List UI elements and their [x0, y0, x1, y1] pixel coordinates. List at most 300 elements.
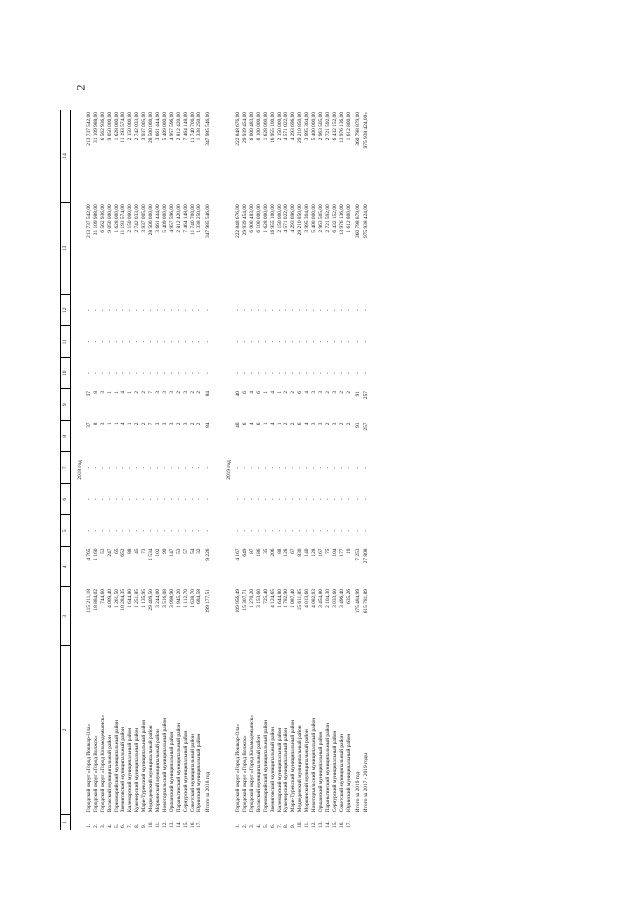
table-cell: - [297, 498, 304, 501]
table-cell [361, 814, 370, 830]
table-cell: - [127, 529, 134, 532]
table-cell: - [363, 372, 370, 375]
page-number: 2 [73, 84, 88, 91]
column-header: 7 [61, 452, 71, 484]
table-cell: 5. [262, 823, 269, 828]
table-cell: 6 562 936,00 [99, 112, 106, 141]
table-cell: - [196, 498, 203, 501]
table-cell: 16 955 100,00 [269, 204, 276, 236]
data-table [60, 110, 370, 830]
rotated-table-container [60, 110, 580, 830]
table-cell: 3 [168, 422, 175, 426]
table-cell: 8 [92, 422, 99, 426]
table-cell: 1. [235, 823, 242, 828]
table-cell: - [106, 529, 113, 532]
table-cell: 247 [106, 548, 113, 557]
table-cell: Сернурский муниципальный район [182, 730, 189, 813]
table-cell: 2 [141, 391, 148, 394]
column-header: 3 [61, 587, 71, 646]
table-cell: - [311, 309, 318, 312]
table-cell: - [141, 372, 148, 375]
table-cell: 9 050 000,00 [106, 112, 113, 141]
table-cell: 6 100 000,00 [255, 204, 262, 233]
table-cell: - [168, 372, 175, 375]
column-header: 9 [61, 389, 71, 421]
table-cell: - [85, 340, 92, 343]
table-cell: 29 939 454,00 [242, 204, 249, 236]
table-cell: - [363, 309, 370, 312]
table-cell: - [283, 309, 290, 312]
table-cell: 19 [345, 548, 352, 554]
table-cell: Куженерский муниципальный район [134, 727, 141, 813]
table-cell: - [290, 529, 297, 532]
table-cell: 7. [127, 823, 134, 828]
table-cell: 2. [92, 823, 99, 828]
table-cell: Килемарский муниципальный район [127, 727, 134, 813]
table-cell: 2 [345, 391, 352, 394]
column-header: 12 [61, 295, 71, 327]
table-cell: 2 [283, 422, 290, 426]
table-cell: - [290, 466, 297, 469]
table-cell: Волжский муниципальный район [106, 735, 113, 813]
table-cell: 6 [297, 391, 304, 394]
section-title: 2018 год [77, 460, 83, 480]
table-cell: 347 985 546,00 [205, 112, 212, 146]
table-cell: - [331, 466, 338, 469]
table-cell: 7 [148, 422, 155, 426]
table-cell: 4 [248, 422, 255, 426]
total-row [353, 110, 362, 830]
table-cell: 1 [276, 391, 283, 394]
table-cell: 2 [283, 391, 290, 394]
table-cell: - [297, 309, 304, 312]
table-cell: 3. [99, 823, 106, 828]
table-cell: - [175, 372, 182, 375]
table-cell: 128 [283, 548, 290, 557]
table-cell: 13 976 136,00 [338, 204, 345, 236]
table-cell: - [141, 498, 148, 501]
table-cell: - [363, 340, 370, 343]
table-cell: 7 253 [354, 548, 361, 561]
table-cell: 2 [196, 422, 203, 426]
table-cell: 1 612 800,00 [345, 112, 352, 141]
table-cell: - [175, 529, 182, 532]
table-cell: - [324, 309, 331, 312]
table-cell: - [235, 498, 242, 501]
table-cell: - [99, 466, 106, 469]
table-cell: 3 [182, 391, 189, 394]
table-cell: - [297, 466, 304, 469]
table-cell: - [345, 529, 352, 532]
table-cell: Оршанский муниципальный район [318, 731, 324, 813]
table-cell: 53 [175, 548, 182, 554]
table-cell: 37 [85, 391, 92, 397]
table-cell: 4 293 696,00 [290, 204, 297, 233]
table-cell: 684,58 [196, 589, 203, 604]
table-cell: Оршанский муниципальный район [168, 731, 175, 813]
table-cell: 2 [338, 391, 345, 394]
table-row [114, 110, 121, 830]
table-cell: 1 270,20 [248, 589, 255, 608]
table-cell: - [283, 498, 290, 501]
table-cell: - [269, 529, 276, 532]
table-row [318, 110, 325, 830]
table-cell: 167 [318, 548, 324, 557]
table-cell: 4 [304, 422, 311, 426]
table-cell: 88 [127, 548, 134, 554]
table-cell: 360 798 879,00 [354, 112, 361, 146]
table-cell: 115 211,18 [85, 589, 92, 613]
table-cell: 28 500 000,00 [148, 204, 155, 236]
table-cell: 14. [175, 821, 182, 828]
table-cell: - [154, 309, 161, 312]
table-cell: - [255, 498, 262, 501]
column-header: 8 [61, 421, 71, 453]
table-cell: - [262, 529, 269, 532]
table-cell: - [345, 498, 352, 501]
table-cell: - [120, 372, 127, 375]
table-cell: Горномарийский муниципальный район [262, 719, 269, 813]
table-cell: - [311, 466, 318, 469]
table-cell: 1 638,70 [189, 589, 196, 608]
table-cell: - [134, 309, 141, 312]
table-cell: 1 338 250,00 [196, 204, 203, 233]
table-cell: 27 808 [363, 548, 370, 564]
table-cell: 3 098,90 [168, 589, 175, 608]
table-row [107, 110, 114, 830]
table-cell: - [354, 466, 361, 469]
table-cell: - [276, 466, 283, 469]
table-cell: - [311, 372, 318, 375]
table-cell: 5 409 000,00 [161, 112, 168, 141]
table-cell: 7. [276, 823, 283, 828]
table-cell: - [148, 372, 155, 375]
table-cell: 16. [338, 821, 345, 828]
table-cell: 91 [354, 422, 361, 428]
column-header: 1 [61, 814, 71, 830]
table-cell: 649 [242, 548, 249, 557]
table-cell: 87 [248, 548, 255, 554]
table-cell: 3 244,00 [154, 589, 161, 608]
table-cell: - [175, 466, 182, 469]
table-cell: 11 740 700,00 [189, 204, 196, 236]
table-cell: - [168, 466, 175, 469]
table-row [304, 110, 311, 830]
table-cell: 4 [269, 422, 276, 426]
table-cell: Мари-Турекский муниципальный район [141, 719, 148, 813]
column-header: 5 [61, 515, 71, 547]
table-cell: 57 [182, 548, 189, 554]
table-cell: 3 033,60 [331, 589, 338, 608]
table-cell: 3 [161, 422, 168, 426]
table-cell: - [148, 498, 155, 501]
table-cell: - [134, 340, 141, 343]
table-cell: - [189, 340, 196, 343]
table-cell: 1 [113, 422, 120, 426]
table-row [190, 110, 197, 830]
table-cell: 2 [345, 422, 352, 426]
table-cell: - [196, 529, 203, 532]
table-cell: 91 [354, 391, 361, 397]
table-cell: - [196, 340, 203, 343]
table-cell: 3. [248, 823, 255, 828]
table-cell: - [85, 529, 92, 532]
table-cell: 3 [182, 422, 189, 426]
table-cell: 175 484,99 [354, 589, 361, 614]
table-cell: - [127, 372, 134, 375]
table-cell: 99 [161, 548, 168, 554]
table-cell: 5 409 000,00 [161, 204, 168, 233]
table-row [176, 110, 183, 830]
table-cell: 1 135,95 [141, 589, 148, 608]
table-cell: 2 [290, 391, 297, 394]
table-cell: - [304, 372, 311, 375]
table-cell: 1 [106, 422, 113, 426]
table-header [61, 110, 71, 830]
table-cell: - [154, 340, 161, 343]
table-cell: Куженерский муниципальный район [283, 727, 290, 813]
table-cell: - [205, 340, 212, 343]
table-row [120, 110, 127, 830]
table-cell: 4 571 022,00 [283, 204, 290, 233]
table-cell: Юринский муниципальный район [196, 733, 203, 813]
table-cell: 84 [205, 391, 212, 397]
table-cell: 2 [290, 422, 297, 426]
table-cell: - [318, 529, 324, 532]
table-cell: 1 [276, 422, 283, 426]
table-cell: 213 737 542,00 [85, 204, 92, 238]
table-cell: 4 [120, 391, 127, 394]
table-cell: - [311, 498, 318, 501]
table-cell: 7 [148, 391, 155, 394]
table-cell: 29 210 850,00 [297, 112, 304, 143]
table-cell: - [141, 529, 148, 532]
table-row [332, 110, 339, 830]
table-cell: 9. [141, 823, 148, 828]
table-cell: 635,26 [345, 589, 352, 604]
table-cell: - [134, 372, 141, 375]
table-cell: - [161, 340, 168, 343]
table-cell: - [290, 372, 297, 375]
table-cell: - [354, 340, 361, 343]
table-cell: Параньгинский муниципальный район [324, 723, 331, 813]
table-cell: 29 939 454,00 [242, 112, 249, 143]
table-cell: - [106, 372, 113, 375]
table-cell: - [92, 372, 99, 375]
table-cell: 16. [189, 821, 196, 828]
table-cell: - [148, 340, 155, 343]
table-cell: 1 338 250,00 [196, 112, 203, 141]
table-cell: 975 938 424,00» [363, 112, 370, 149]
table-cell: - [141, 340, 148, 343]
table-cell: - [205, 466, 212, 469]
spacer-row [212, 110, 220, 830]
table-row [277, 110, 284, 830]
table-cell: 7 464 148,00 [182, 204, 189, 233]
table-cell: - [255, 372, 262, 375]
table-cell: 7 464 148,00 [182, 112, 189, 141]
table-cell: 6 [255, 422, 262, 426]
table-cell: - [297, 340, 304, 343]
table-cell: - [205, 372, 212, 375]
table-cell: - [324, 498, 331, 501]
table-cell: 12. [311, 821, 318, 828]
table-cell: - [161, 498, 168, 501]
table-cell: 3 661 444,00 [154, 112, 161, 141]
table-cell: 54 [189, 548, 196, 554]
table-cell: 2 [134, 391, 141, 394]
table-cell: 67 [290, 548, 297, 554]
table-cell: 88 [276, 548, 283, 554]
header-row [61, 110, 71, 830]
table-cell: - [242, 466, 249, 469]
table-cell: Итого за 2018 год [205, 771, 212, 813]
table-cell: - [338, 466, 345, 469]
table-cell: - [154, 372, 161, 375]
table-cell [353, 814, 362, 830]
table-cell: 75 [324, 548, 331, 554]
table-cell: Медведевский муниципальный район [148, 725, 155, 813]
table-cell: Звениговский муниципальный район [120, 727, 127, 813]
table-cell: - [318, 372, 324, 375]
table-cell: 6 100 000,00 [255, 112, 262, 141]
table-cell: 2 150 000,00 [276, 112, 283, 141]
table-cell: 2 [196, 391, 203, 394]
table-cell: - [99, 529, 106, 532]
table-cell: - [304, 529, 311, 532]
table-cell: - [175, 340, 182, 343]
table-cell: 3 [311, 391, 318, 394]
table-cell: Волжский муниципальный район [255, 735, 262, 813]
table-cell: 6 [297, 422, 304, 426]
table-cell: - [148, 466, 155, 469]
table-cell: - [161, 372, 168, 375]
table-cell: 2 [141, 422, 148, 426]
table-cell: 3 995 304,00 [304, 112, 311, 141]
table-cell: 8 [92, 391, 99, 394]
table-cell: - [248, 498, 255, 501]
table-cell: Звениговский муниципальный район [269, 727, 276, 813]
table-cell: 1 628 000,00 [262, 204, 269, 233]
table-cell: 257 [363, 422, 370, 431]
table-cell: - [283, 529, 290, 532]
table-cell: Горномарийский муниципальный район [113, 719, 120, 813]
table-cell: 84 [205, 422, 212, 428]
table-cell: - [345, 372, 352, 375]
table-cell: - [120, 466, 127, 469]
table-cell: 29 210 850,00 [297, 204, 304, 236]
table-cell: - [354, 309, 361, 312]
table-cell: 1 [127, 391, 134, 394]
table-cell: 4 013,60 [304, 589, 311, 608]
table-cell: 257 [363, 391, 370, 400]
table-cell: - [331, 309, 338, 312]
table-cell: - [297, 372, 304, 375]
table-row [162, 110, 169, 830]
table-cell: - [196, 372, 203, 375]
table-cell: Советский муниципальный район [189, 734, 196, 813]
table-cell: - [248, 340, 255, 343]
table-cell: 1 628 000,00 [113, 112, 120, 141]
table-cell: - [92, 340, 99, 343]
table-cell: 13. [168, 821, 175, 828]
table-cell: 8. [283, 823, 290, 828]
table-cell: 3 516,08 [161, 589, 168, 608]
table-cell: - [196, 466, 203, 469]
table-cell: - [276, 340, 283, 343]
table-cell: - [354, 372, 361, 375]
table-cell: - [331, 340, 338, 343]
table-cell: - [269, 466, 276, 469]
table-cell: - [134, 466, 141, 469]
table-body [71, 110, 371, 830]
table-cell: 1 945,20 [175, 589, 182, 608]
table-cell: - [182, 372, 189, 375]
table-cell: 2 [175, 422, 182, 426]
table-cell: - [141, 466, 148, 469]
table-cell: 1 [262, 422, 269, 426]
table-cell: 652 [120, 548, 127, 557]
table-cell: - [182, 340, 189, 343]
table-cell: 615 781,89 [363, 589, 370, 614]
table-cell: 5 400 000,00 [311, 204, 318, 233]
table-cell: 2 [324, 422, 331, 426]
table-row [235, 110, 242, 830]
table-row [169, 110, 176, 830]
table-cell: Городской округ «Город Козьмодемьянск» [99, 715, 106, 813]
table-cell: - [283, 466, 290, 469]
table-cell: - [127, 309, 134, 312]
table-cell: - [106, 340, 113, 343]
table-cell: 1 782,90 [283, 589, 290, 608]
column-header: 10 [61, 358, 71, 390]
table-cell: 206 [269, 548, 276, 557]
table-cell: - [304, 309, 311, 312]
column-header: 4 [61, 547, 71, 588]
table-cell: 975 938 424,00 [363, 204, 370, 238]
table-cell: 5 400 000,00 [311, 112, 318, 141]
table-cell: - [255, 340, 262, 343]
table-row [256, 110, 263, 830]
table-cell: Городской округ «Город Йошкар-Ола» [85, 723, 92, 813]
table-cell: 10. [297, 821, 304, 828]
table-cell: - [262, 466, 269, 469]
table-cell: - [85, 309, 92, 312]
table-cell: 6 432 152,00 [331, 112, 338, 141]
table-cell: - [276, 309, 283, 312]
table-cell: 15. [331, 821, 338, 828]
table-cell: - [154, 498, 161, 501]
table-cell: 4 571 022,00 [283, 112, 290, 141]
table-cell: 6 000 483,00 [248, 112, 255, 141]
table-cell: - [189, 309, 196, 312]
table-cell: 2 150 000,00 [127, 204, 134, 233]
table-cell: 2 963 505,00 [318, 204, 324, 233]
table-cell: - [363, 466, 370, 469]
total-row [203, 110, 212, 830]
table-cell: Медведевский муниципальный район [297, 725, 304, 813]
table-cell: Новоторъяльский муниципальный район [311, 717, 318, 813]
table-cell: 17. [196, 821, 203, 828]
table-cell: - [148, 529, 155, 532]
table-cell: - [262, 372, 269, 375]
table-cell: 6 [255, 391, 262, 394]
table-cell: 2 812 420,00 [175, 204, 182, 233]
table-cell: 4. [106, 823, 113, 828]
table-cell: - [324, 529, 331, 532]
table-cell: 53 [99, 548, 106, 554]
table-cell: 5. [113, 823, 120, 828]
